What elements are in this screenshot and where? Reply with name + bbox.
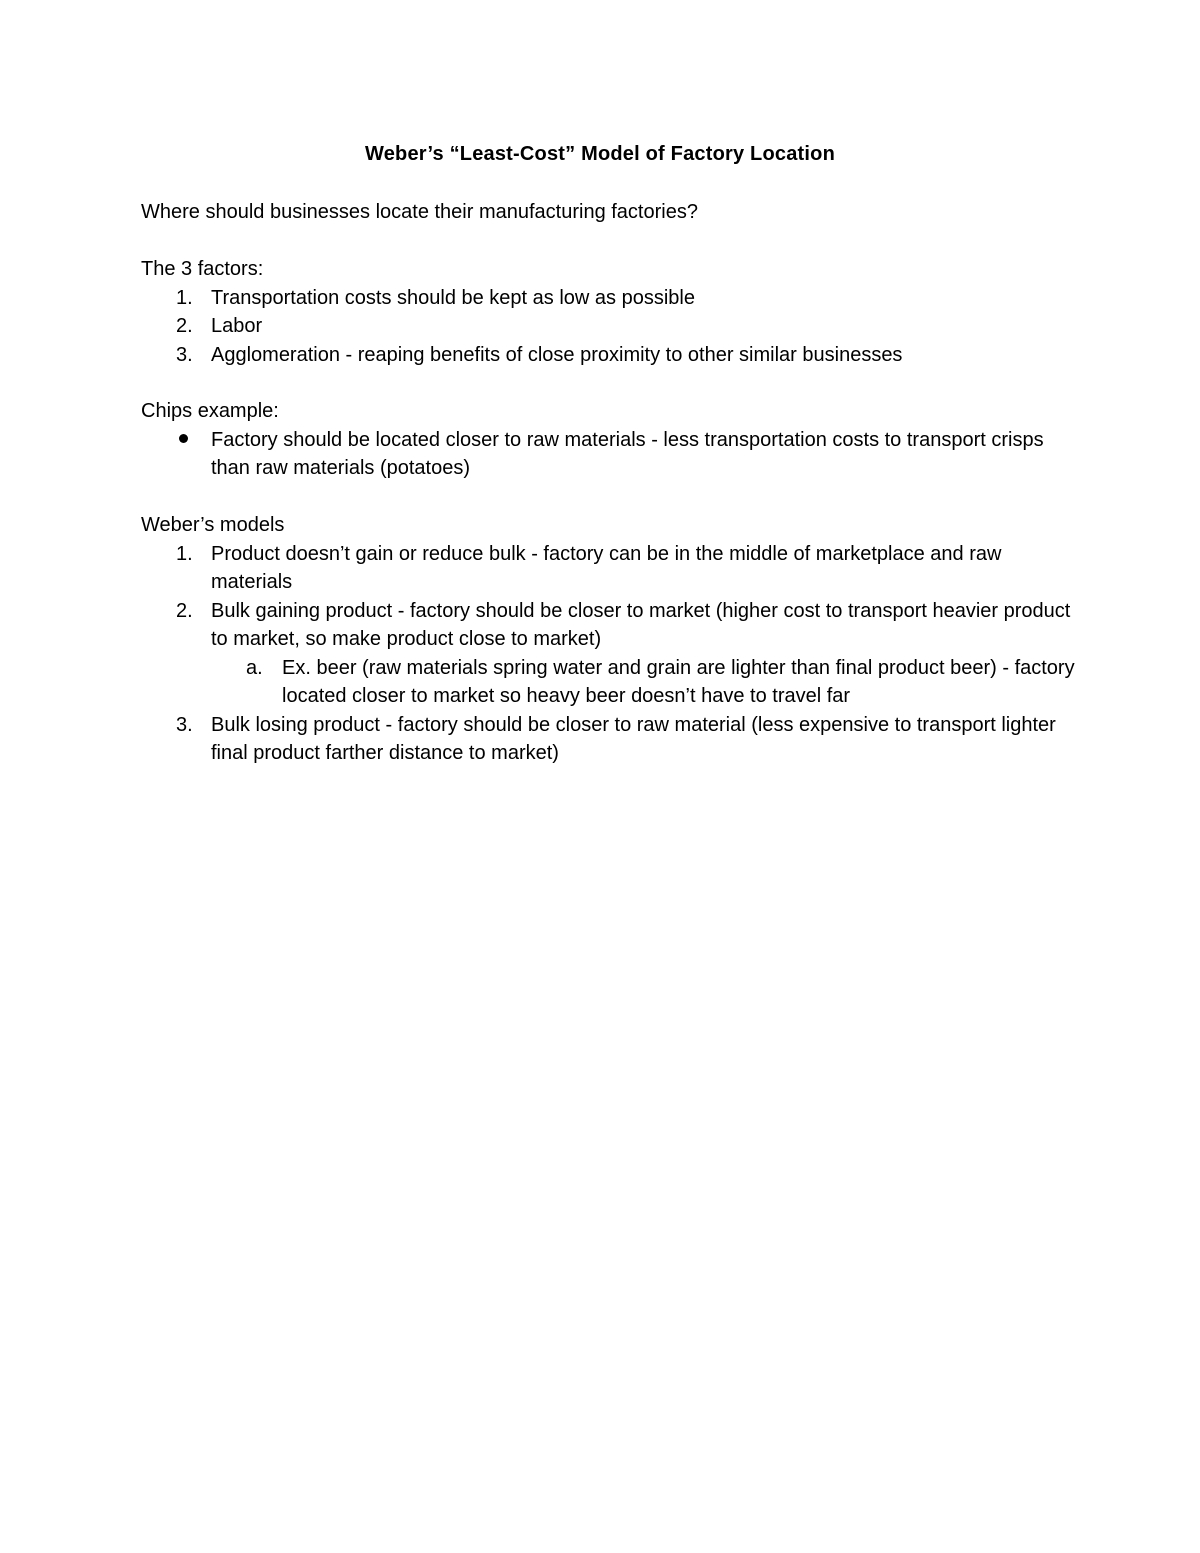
list-number: 3. (176, 713, 193, 736)
sub-list-item (141, 654, 1081, 711)
chips-heading: Chips example: (141, 400, 279, 422)
factors-heading: The 3 factors: (141, 258, 264, 280)
list-item-text: Labor (211, 315, 263, 337)
models-section (141, 511, 1081, 768)
list-item (141, 597, 1081, 654)
models-heading: Weber’s models (141, 514, 285, 536)
list-item-text: Bulk losing product - factory should be closer to raw material (less expensive to transport lighter final product farther distance to market) (211, 713, 1056, 764)
bullet-icon (179, 426, 188, 455)
list-number: 2. (176, 599, 193, 622)
list-number: 1. (176, 286, 193, 309)
chips-section (141, 397, 1081, 483)
list-item-text: Product doesn’t gain or reduce bulk - factory can be in the middle of marketplace and raw materials (211, 542, 1002, 593)
list-item-text: Factory should be located closer to raw materials - less transportation costs to transport crisps than raw materials (potatoes) (211, 428, 1044, 479)
intro-question-block (141, 198, 1081, 227)
intro-question: Where should businesses locate their manufacturing factories? (141, 201, 698, 223)
list-item (141, 540, 1081, 597)
list-item (141, 426, 1081, 483)
list-item (141, 312, 1081, 341)
list-item-text: Transportation costs should be kept as low as possible (211, 286, 695, 309)
list-item-text: Agglomeration - reaping benefits of close proximity to other similar businesses (211, 343, 903, 366)
list-number: 2. (176, 315, 193, 337)
list-letter: a. (246, 656, 263, 679)
factors-list (141, 284, 1081, 370)
list-item (141, 711, 1081, 768)
sub-list-item-text: Ex. beer (raw materials spring water and grain are lighter than final product beer) - factory located closer to market so heavy beer doesn’t have to travel far (282, 656, 1075, 707)
list-item-text: Bulk gaining product - factory should be closer to market (higher cost to transport heavier product to market, so make product close to market) (211, 599, 1071, 650)
list-number: 3. (176, 343, 193, 366)
list-item (141, 341, 1081, 370)
models-list (141, 540, 1081, 768)
chips-list (141, 426, 1081, 483)
document-title: Weber’s “Least-Cost” Model of Factory Location (364, 143, 835, 165)
factors-section (141, 255, 1081, 369)
list-number: 1. (176, 542, 193, 565)
list-item (141, 284, 1081, 313)
